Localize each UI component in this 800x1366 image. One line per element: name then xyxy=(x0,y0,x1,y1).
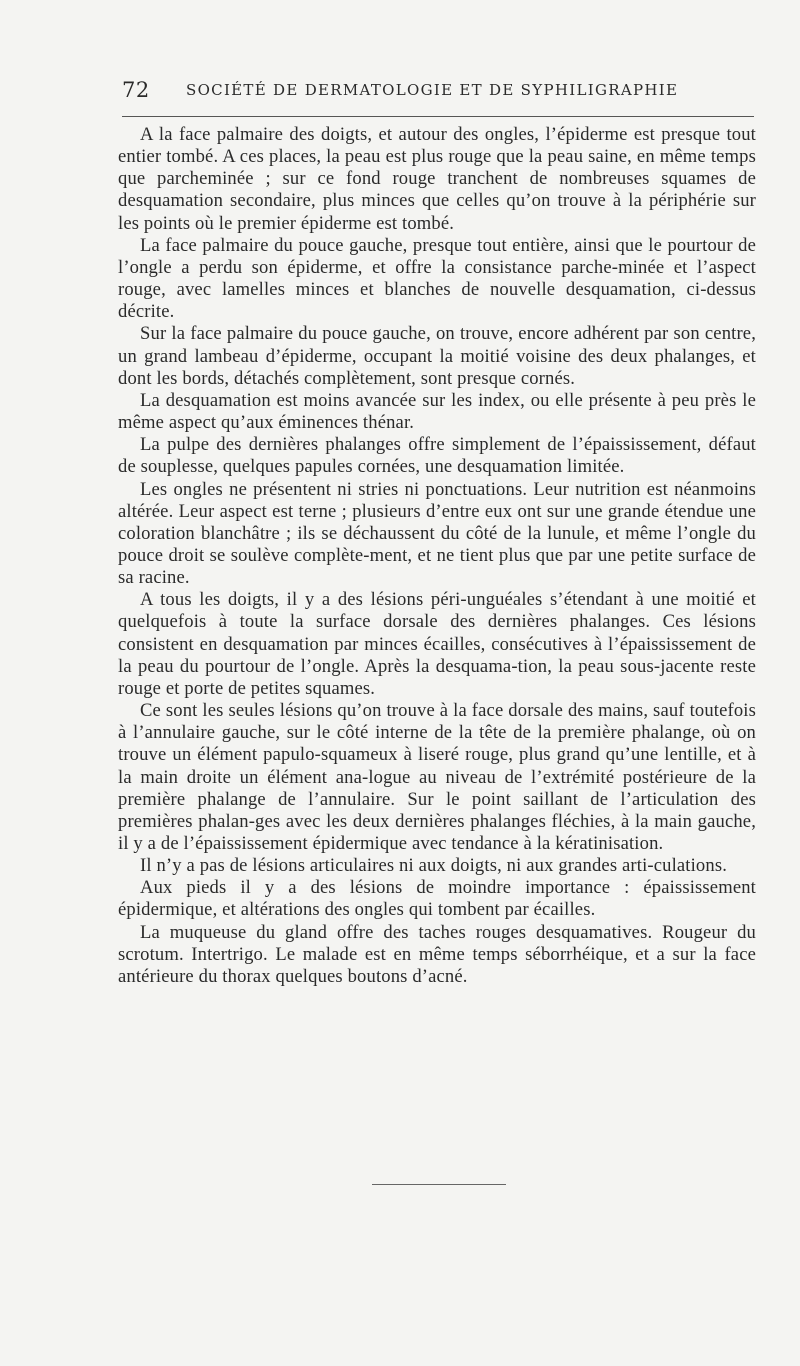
paragraph: Sur la face palmaire du pouce gauche, on trouve, encore adhérent par son centre, un grand lambeau d’épiderme, occupant la moitié voisine des deux phalanges, et dont les bords, détachés complètement, sont presque cornés. xyxy=(118,323,756,389)
paragraph: Il n’y a pas de lésions articulaires ni aux doigts, ni aux grandes arti-culations. xyxy=(140,855,727,877)
paragraph: La pulpe des dernières phalanges offre simplement de l’épaississement, défaut de souplesse, quelques papules cornées, une desquamation limitée. xyxy=(118,434,756,478)
paragraph: Ce sont les seules lésions qu’on trouve à la face dorsale des mains, sauf toutefois à l’annulaire gauche, sur le côté interne de la tête de la première phalange, où on trouve un élément papulo-squameux à liseré rouge, plus grand qu’une lentille, et à la main droite un élément ana-logue au niveau de l’extrémité postérieure de la première phalange de l’annulaire. Sur le point saillant de l’articulation des premières phalan-ges avec les deux dernières phalanges fléchies, à la main gauche, il y a de l’épaississement épidermique avec tendance à la kératinisation. xyxy=(118,700,756,854)
paragraph: La muqueuse du gland offre des taches rouges desquamatives. Rougeur du scrotum. Intertrigo. Le malade est en même temps séborrhéique, et a sur la face antérieure du thorax quelques boutons d’acné. xyxy=(118,921,756,987)
section-end-divider xyxy=(372,1184,506,1185)
paragraph: Les ongles ne présentent ni stries ni ponctuations. Leur nutrition est néanmoins altérée. Leur aspect est terne ; plusieurs d’entre eux ont sur une grande étendue une coloration blanchâtre ; ils se déchaussent du côté de la lunule, et même l’ongle du pouce droit se soulève complète-ment, et ne tient plus que par une petite surface de sa racine. xyxy=(118,478,756,589)
body-text xyxy=(118,124,756,988)
paragraph: La desquamation est moins avancée sur les index, ou elle présente à peu près le même aspect qu’aux éminences thénar. xyxy=(118,389,756,434)
paragraph: Aux pieds il y a des lésions de moindre importance : épaississement épidermique, et altérations des ongles qui tombent par écailles. xyxy=(118,877,756,921)
running-title: SOCIÉTÉ DE DERMATOLOGIE ET DE SYPHILIGRAPHIE xyxy=(186,81,679,99)
page-number: 72 xyxy=(122,78,150,102)
header-divider xyxy=(122,116,754,117)
paragraph: A tous les doigts, il y a des lésions péri-unguéales s’étendant à une moitié et quelquefois à toute la surface dorsale des dernières phalanges. Ces lésions consistent en desquamation par minces écailles, consécutives à l’épaississement de la peau du pourtour de l’ongle. Après la desquama-tion, la peau sous-jacente reste rouge et porte de petites squames. xyxy=(118,589,756,699)
page-header xyxy=(122,78,754,102)
paragraph: A la face palmaire des doigts, et autour des ongles, l’épiderme est presque tout entier tombé. A ces places, la peau est plus rouge que la peau saine, en même temps que parcheminée ; sur ce fond rouge tranchent de nombreuses squames de desquamation secondaire, plus minces que celles qu’on trouve à la périphérie sur les points où le premier épiderme est tombé. xyxy=(118,124,756,234)
paragraph: La face palmaire du pouce gauche, presque tout entière, ainsi que le pourtour de l’ongle a perdu son épiderme, et offre la consistance parche-minée et l’aspect rouge, avec lamelles minces et blanches de nouvelle desquamation, ci-dessus décrite. xyxy=(118,234,756,323)
